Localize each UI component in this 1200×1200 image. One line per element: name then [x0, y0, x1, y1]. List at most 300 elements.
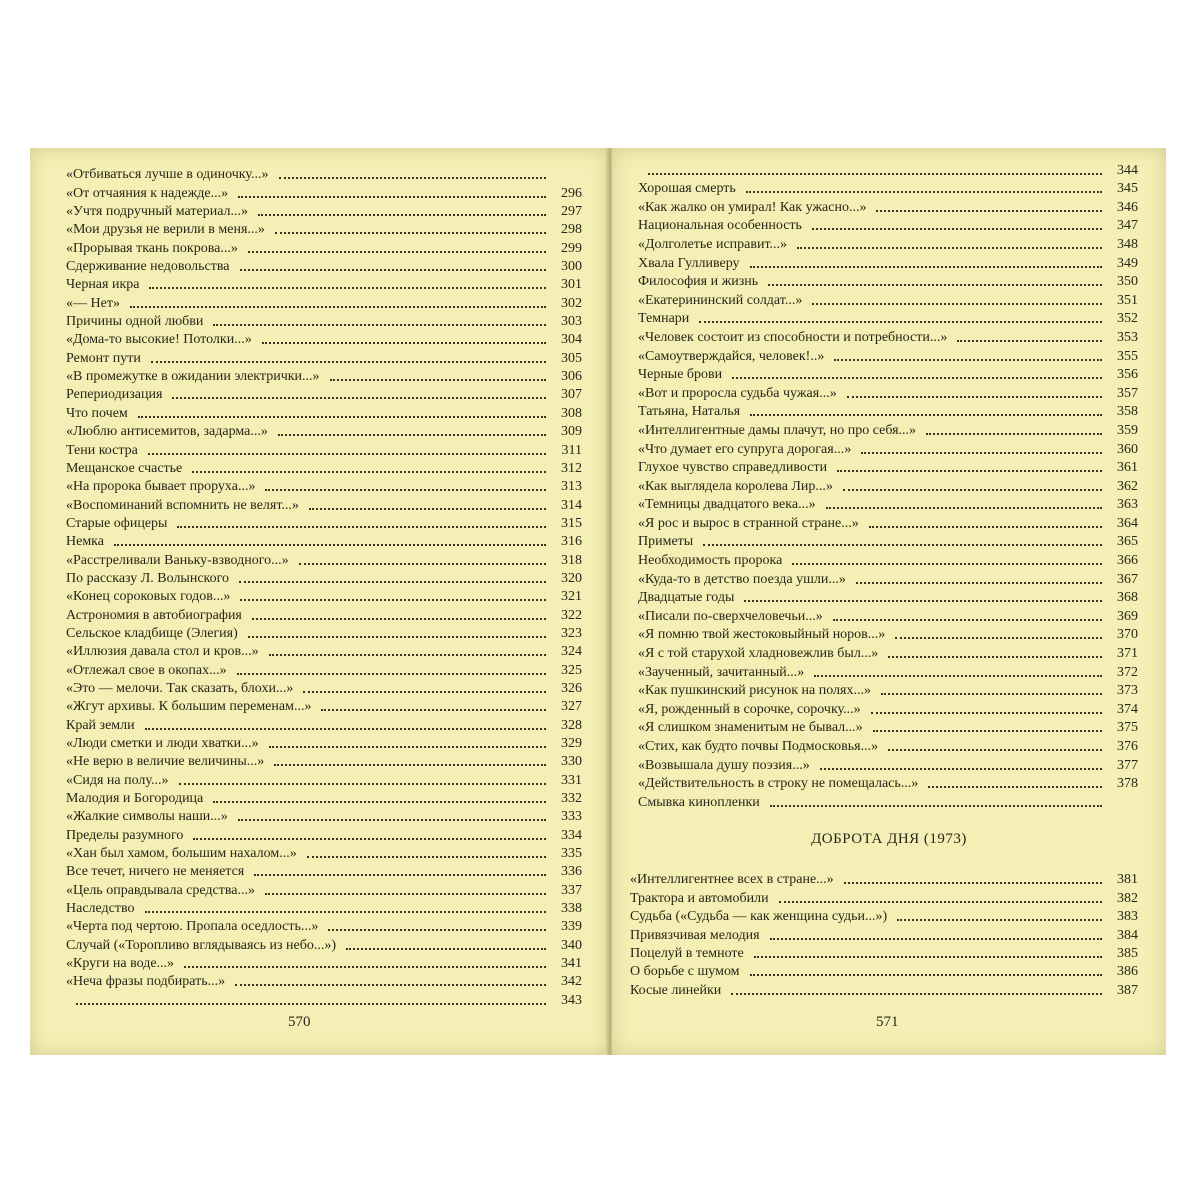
toc-entry: [66, 422, 582, 440]
entry-title: «Иллюзия давала стол и кров...»: [66, 644, 259, 660]
entry-title: «Отбиваться лучше в одиночку...»: [66, 167, 269, 183]
dot-leader: [881, 693, 1102, 695]
entry-page-number: 361: [1117, 460, 1138, 476]
entry-title: Необходимость пророка: [638, 553, 783, 569]
entry-page-number: 347: [1117, 218, 1138, 234]
dot-leader: [731, 993, 1102, 995]
toc-entry: [638, 439, 1138, 458]
dot-leader: [258, 214, 546, 216]
entry-page-number: 382: [1117, 890, 1138, 906]
toc-entry: [638, 662, 1138, 681]
toc-entry: [66, 495, 582, 513]
toc-entry: [66, 715, 582, 733]
dot-leader: [193, 838, 546, 840]
toc-entry: [66, 679, 582, 697]
toc-entry: [638, 495, 1138, 514]
toc-entry: [630, 870, 1138, 888]
dot-leader: [307, 856, 546, 858]
toc-entry: [638, 402, 1138, 421]
dot-leader: [869, 526, 1102, 528]
toc-entry: [638, 532, 1138, 551]
toc-entry: [638, 309, 1138, 328]
entry-title: «Возвышала душу поэзия...»: [638, 757, 810, 773]
entry-page-number: 358: [1117, 404, 1138, 420]
entry-page-number: 327: [561, 699, 582, 715]
toc-entry: [66, 825, 582, 843]
toc-entry: [66, 899, 582, 917]
toc-entry: [66, 807, 582, 825]
toc-entry: [638, 588, 1138, 607]
entry-title: «Отлежал свое в окопах...»: [66, 662, 227, 678]
entry-page-number: 351: [1117, 292, 1138, 308]
toc-entry: [66, 734, 582, 752]
dot-leader: [346, 948, 546, 950]
entry-title: «В промежутке в ожидании электрички...»: [66, 369, 320, 385]
entry-page-number: 340: [561, 937, 582, 953]
entry-page-number: 376: [1117, 739, 1138, 754]
dot-leader: [820, 768, 1102, 770]
dot-leader: [213, 324, 546, 326]
toc-entry: [638, 643, 1138, 662]
entry-page-number: 306: [561, 369, 582, 385]
entry-title: Случай («Торопливо вглядываясь из небо...»): [66, 937, 337, 953]
toc-entry: [638, 346, 1138, 365]
toc-entry: [66, 624, 582, 642]
entry-page-number: 367: [1117, 571, 1138, 587]
entry-page-number: 315: [561, 515, 582, 531]
dot-leader: [303, 691, 546, 693]
entry-page-number: 320: [561, 570, 582, 586]
left-toc: [66, 165, 582, 1009]
entry-page-number: 304: [561, 332, 582, 348]
entry-title: «Я, рожденный в сорочке, сорочку...»: [638, 701, 861, 717]
dot-leader: [770, 938, 1102, 940]
toc-entry: [66, 275, 582, 293]
dot-leader: [926, 433, 1102, 435]
toc-entry: [66, 752, 582, 770]
toc-entry: [66, 403, 582, 421]
entry-title: Астрономия в автобиография: [66, 607, 242, 623]
right-toc: [638, 160, 1138, 811]
entry-page-number: 348: [1117, 236, 1138, 252]
toc-entry: [66, 954, 582, 972]
entry-page-number: 336: [561, 864, 582, 880]
toc-entry: [66, 459, 582, 477]
dot-leader: [138, 416, 546, 418]
toc-entry: [638, 569, 1138, 588]
dot-leader: [844, 882, 1102, 884]
entry-title: «Круги на воде...»: [66, 956, 175, 972]
entry-title: «Это — мелочи. Так сказать, блохи...»: [66, 680, 294, 696]
dot-leader: [897, 919, 1102, 921]
toc-entry: [630, 944, 1138, 962]
dot-leader: [812, 228, 1102, 230]
entry-page-number: 322: [561, 607, 582, 623]
entry-page-number: 337: [561, 882, 582, 898]
entry-page-number: 313: [561, 479, 582, 495]
dot-leader: [861, 452, 1102, 454]
entry-page-number: 372: [1117, 664, 1138, 680]
entry-page-number: 343: [561, 992, 582, 1008]
entry-title: «Темницы двадцатого века...»: [638, 497, 816, 513]
toc-entry: [638, 197, 1138, 216]
toc-entry: [66, 587, 582, 605]
entry-page-number: 341: [561, 956, 582, 972]
entry-title: Пределы разумного: [66, 827, 184, 843]
entry-title: Смывка кинопленки: [638, 794, 760, 810]
dot-leader: [814, 675, 1102, 677]
entry-title: «Неча фразы подбирать...»: [66, 974, 226, 990]
entry-page-number: 321: [561, 589, 582, 605]
entry-title: «Прорывая ткань покрова...»: [66, 240, 238, 256]
entry-title: Татьяна, Наталья: [638, 404, 741, 420]
entry-page-number: 328: [561, 717, 582, 733]
entry-title: «Самоутверждайся, человек!..»: [638, 348, 825, 364]
toc-entry: [638, 513, 1138, 532]
toc-entry: [66, 660, 582, 678]
dot-leader: [843, 489, 1102, 491]
entry-title: Край земли: [66, 717, 135, 733]
toc-entry: [638, 272, 1138, 291]
entry-title: О борьбе с шумом: [630, 964, 740, 980]
dot-leader: [145, 728, 546, 730]
dot-leader: [746, 191, 1102, 193]
entry-title: Трактора и автомобили: [630, 890, 769, 906]
left-page: [30, 148, 608, 1055]
entry-page-number: 373: [1117, 683, 1138, 699]
page-number: 570: [288, 1014, 311, 1030]
entry-page-number: 312: [561, 460, 582, 476]
entry-page-number: 325: [561, 662, 582, 678]
entry-page-number: 299: [561, 240, 582, 256]
entry-title: «Люблю антисемитов, задарма...»: [66, 424, 268, 440]
entry-title: Национальная особенность: [638, 218, 802, 234]
entry-page-number: 298: [561, 222, 582, 238]
entry-title: «Екатерининский солдат...»: [638, 292, 803, 308]
entry-title: «Цель оправдывала средства...»: [66, 882, 255, 898]
entry-page-number: 359: [1117, 422, 1138, 438]
entry-title: «Не верю в величие величины...»: [66, 754, 265, 770]
dot-leader: [275, 232, 546, 234]
entry-title: «Действительность в строку не помещалась...»: [638, 776, 919, 792]
entry-page-number: 302: [561, 295, 582, 311]
entry-title: «Заученный, зачитанный...»: [638, 664, 805, 680]
entry-page-number: 308: [561, 405, 582, 421]
toc-entry: [66, 789, 582, 807]
dot-leader: [237, 673, 546, 675]
toc-entry: [66, 935, 582, 953]
entry-title: «Я помню твой жестоковыйный норов...»: [638, 627, 886, 643]
entry-title: «Как выглядела королева Лир...»: [638, 478, 833, 494]
entry-title: Приметы: [638, 534, 694, 550]
entry-page-number: 369: [1117, 608, 1138, 624]
toc-entry: [66, 165, 582, 183]
entry-page-number: 387: [1117, 982, 1138, 998]
entry-title: «Интеллигентнее всех в стране...»: [630, 872, 834, 888]
entry-page-number: 332: [561, 791, 582, 807]
dot-leader: [278, 434, 546, 436]
entry-page-number: 357: [1117, 385, 1138, 401]
entry-page-number: 364: [1117, 515, 1138, 531]
entry-title: Ремонт пути: [66, 350, 141, 366]
entry-title: Темнари: [638, 311, 690, 327]
entry-title: «Куда-то в детство поезда ушли...»: [638, 571, 846, 587]
dot-leader: [309, 508, 546, 510]
entry-page-number: 345: [1117, 181, 1138, 197]
entry-title: «Как жалко он умирал! Как ужасно...»: [638, 199, 867, 215]
entry-title: «Писали по-сверхчеловечьи...»: [638, 608, 823, 624]
entry-page-number: 324: [561, 644, 582, 660]
dot-leader: [957, 340, 1102, 342]
entry-page-number: 350: [1117, 274, 1138, 290]
dot-leader: [240, 269, 547, 271]
entry-title: Философия и жизнь: [638, 274, 759, 290]
entry-title: Мещанское счастье: [66, 460, 183, 476]
entry-title: «Жгут архивы. К большим переменам...»: [66, 699, 312, 715]
toc-entry: [66, 532, 582, 550]
dot-leader: [888, 656, 1102, 658]
entry-page-number: 360: [1117, 441, 1138, 457]
dot-leader: [299, 563, 546, 565]
dot-leader: [240, 599, 546, 601]
entry-title: Судьба («Судьба — как женщина судьи...»): [630, 909, 888, 925]
entry-page-number: 316: [561, 534, 582, 550]
entry-page-number: 333: [561, 809, 582, 825]
dot-leader: [754, 956, 1102, 958]
entry-page-number: 342: [561, 974, 582, 990]
toc-entry: [66, 569, 582, 587]
toc-entry: [66, 770, 582, 788]
dot-leader: [834, 359, 1102, 361]
dot-leader: [826, 507, 1102, 509]
dot-leader: [837, 470, 1102, 472]
dot-leader: [330, 379, 546, 381]
entry-title: «Конец сороковых годов...»: [66, 589, 231, 605]
toc-entry: [66, 477, 582, 495]
entry-title: «Расстреливали Ваньку-взводного...»: [66, 552, 289, 568]
entry-page-number: 311: [561, 442, 582, 458]
dot-leader: [213, 801, 546, 803]
toc-entry: [66, 348, 582, 366]
entry-page-number: 305: [561, 350, 582, 366]
page-number: 571: [876, 1014, 899, 1030]
toc-entry: [630, 925, 1138, 943]
toc-entry: [66, 257, 582, 275]
toc-entry: [630, 962, 1138, 980]
toc-entry: [66, 330, 582, 348]
entry-page-number: 363: [1117, 497, 1138, 513]
entry-page-number: 339: [561, 919, 582, 935]
dot-leader: [856, 582, 1102, 584]
toc-entry: [638, 476, 1138, 495]
toc-entry: [630, 980, 1138, 998]
dot-leader: [750, 974, 1102, 976]
entry-title: «Стих, как будто почвы Подмосковья...»: [638, 739, 879, 754]
dot-leader: [269, 746, 546, 748]
toc-entry: [638, 774, 1138, 793]
dot-leader: [238, 196, 546, 198]
toc-entry: [66, 183, 582, 201]
entry-page-number: 346: [1117, 199, 1138, 215]
toc-entry: [66, 238, 582, 256]
entry-page-number: 371: [1117, 646, 1138, 662]
toc-entry: [638, 550, 1138, 569]
entry-title: Наследство: [66, 901, 135, 917]
entry-title: Репериодизация: [66, 387, 163, 403]
entry-page-number: 338: [561, 901, 582, 917]
entry-page-number: 381: [1117, 872, 1138, 888]
entry-title: «— Нет»: [66, 295, 120, 311]
section-toc: [630, 870, 1138, 999]
toc-entry: [638, 625, 1138, 644]
entry-page-number: 356: [1117, 367, 1138, 383]
dot-leader: [750, 266, 1102, 268]
toc-entry: [630, 907, 1138, 925]
right-page: [612, 148, 1166, 1055]
dot-leader: [703, 544, 1102, 546]
entry-page-number: 296: [561, 185, 582, 201]
dot-leader: [895, 637, 1102, 639]
entry-page-number: 377: [1117, 757, 1138, 773]
dot-leader: [274, 764, 546, 766]
entry-page-number: 300: [561, 259, 582, 275]
entry-title: «Я рос и вырос в странной стране...»: [638, 515, 859, 531]
entry-title: «Люди сметки и люди хватки...»: [66, 736, 259, 751]
dot-leader: [184, 966, 546, 968]
entry-title: Сельское кладбище (Элегия): [66, 625, 238, 641]
dot-leader: [149, 287, 546, 289]
section-title: ДОБРОТА ДНЯ (1973): [811, 831, 967, 847]
entry-title: Привязчивая мелодия: [630, 927, 760, 943]
toc-entry: [66, 972, 582, 990]
entry-title: Сдерживание недовольства: [66, 259, 230, 275]
toc-entry: [638, 160, 1138, 179]
toc-entry: [66, 605, 582, 623]
dot-leader: [797, 247, 1102, 249]
entry-title: «Учтя подручный материал...»: [66, 204, 249, 220]
dot-leader: [179, 783, 547, 785]
entry-page-number: 303: [561, 314, 582, 330]
dot-leader: [732, 377, 1102, 379]
dot-leader: [177, 526, 546, 528]
entry-title: Глухое чувство справедливости: [638, 460, 828, 476]
entry-page-number: 344: [1117, 162, 1138, 178]
entry-title: Хорошая смерть: [638, 181, 736, 197]
entry-title: «На пророка бывает проруха...»: [66, 479, 256, 495]
dot-leader: [833, 619, 1102, 621]
entry-title: «Черта под чертою. Пропала оседлость...»: [66, 919, 319, 935]
toc-entry: [66, 550, 582, 568]
dot-leader: [254, 874, 546, 876]
entry-page-number: 307: [561, 387, 582, 403]
entry-page-number: 297: [561, 204, 582, 220]
toc-entry: [638, 699, 1138, 718]
entry-page-number: 352: [1117, 311, 1138, 327]
entry-page-number: 318: [561, 552, 582, 568]
dot-leader: [928, 786, 1102, 788]
entry-title: «Дома-то высокие! Потолки...»: [66, 332, 252, 348]
entry-title: «Жалкие символы наши...»: [66, 809, 228, 825]
toc-entry: [638, 327, 1138, 346]
dot-leader: [847, 396, 1102, 398]
dot-leader: [172, 397, 546, 399]
toc-entry: [638, 736, 1138, 755]
toc-entry: [66, 844, 582, 862]
dot-leader: [744, 600, 1102, 602]
entry-page-number: 314: [561, 497, 582, 513]
entry-title: Старые офицеры: [66, 515, 168, 531]
toc-entry: [66, 220, 582, 238]
dot-leader: [248, 251, 546, 253]
entry-title: Все течет, ничего не меняется: [66, 864, 245, 880]
dot-leader: [888, 749, 1102, 751]
dot-leader: [871, 712, 1102, 714]
entry-page-number: 384: [1117, 927, 1138, 943]
entry-title: «Что думает его супруга дорогая...»: [638, 441, 852, 457]
dot-leader: [252, 618, 546, 620]
entry-page-number: 378: [1117, 776, 1138, 792]
dot-leader: [750, 414, 1102, 416]
dot-leader: [235, 984, 546, 986]
toc-entry: [638, 383, 1138, 402]
dot-leader: [269, 654, 546, 656]
entry-page-number: 383: [1117, 909, 1138, 925]
toc-entry: [66, 312, 582, 330]
dot-leader: [148, 453, 546, 455]
dot-leader: [130, 306, 546, 308]
entry-page-number: 329: [561, 736, 582, 751]
dot-leader: [145, 911, 546, 913]
entry-title: Косые линейки: [630, 982, 722, 998]
toc-entry: [66, 697, 582, 715]
toc-entry: [66, 514, 582, 532]
dot-leader: [192, 471, 546, 473]
toc-entry: [638, 365, 1138, 384]
toc-entry: [638, 606, 1138, 625]
entry-page-number: 370: [1117, 627, 1138, 643]
entry-page-number: 365: [1117, 534, 1138, 550]
entry-title: «Человек состоит из способности и потребности...»: [638, 329, 948, 345]
toc-entry: [638, 290, 1138, 309]
dot-leader: [265, 489, 546, 491]
entry-title: «Интеллигентные дамы плачут, но про себя...»: [638, 422, 917, 438]
entry-title: Двадцатые годы: [638, 590, 735, 606]
entry-page-number: 331: [561, 772, 582, 788]
toc-entry: [66, 917, 582, 935]
entry-page-number: 301: [561, 277, 582, 293]
dot-leader: [779, 901, 1102, 903]
entry-page-number: 309: [561, 424, 582, 440]
toc-entry: [638, 420, 1138, 439]
dot-leader: [768, 284, 1102, 286]
dot-leader: [76, 1003, 546, 1005]
entry-page-number: 326: [561, 680, 582, 696]
toc-entry: [66, 293, 582, 311]
toc-entry: [638, 718, 1138, 737]
entry-page-number: 386: [1117, 964, 1138, 980]
toc-entry: [66, 642, 582, 660]
entry-title: Тени костра: [66, 442, 138, 458]
dot-leader: [279, 177, 547, 179]
dot-leader: [648, 173, 1102, 175]
toc-entry: [630, 888, 1138, 906]
dot-leader: [321, 709, 546, 711]
entry-page-number: 353: [1117, 329, 1138, 345]
entry-page-number: 334: [561, 827, 582, 843]
entry-page-number: 375: [1117, 720, 1138, 736]
entry-title: Поцелуй в темноте: [630, 945, 744, 961]
toc-entry: [66, 440, 582, 458]
